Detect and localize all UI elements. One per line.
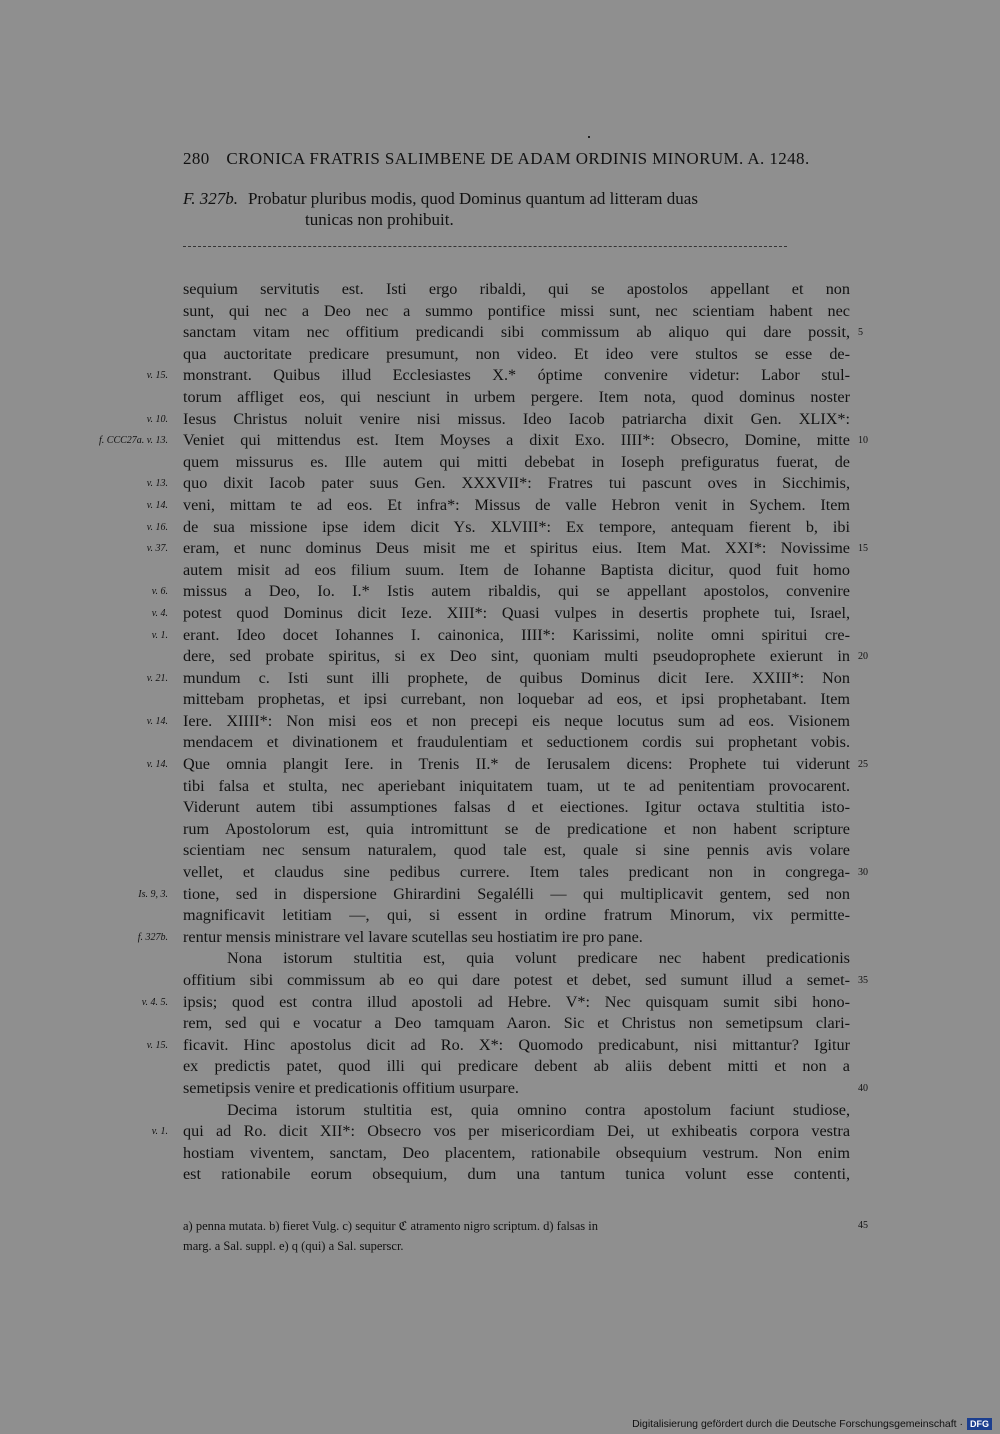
page-number: 280 bbox=[183, 149, 210, 168]
footnote-line-2: marg. a Sal. suppl. e) q (qui) a Sal. superscr. bbox=[183, 1239, 404, 1253]
text-line bbox=[183, 1164, 850, 1186]
credit-text: Digitalisierung gefördert durch die Deutsche Forschungsgemeinschaft · bbox=[632, 1418, 963, 1430]
line-text: dere, sed probate spiritus, si ex Deo sint, quoniam multi pseudoprophete exierunt in bbox=[183, 647, 850, 666]
text-line bbox=[183, 840, 850, 862]
line-text: Iesus Christus noluit venire nisi missus. Ideo Iacob patriarcha dixit Gen. XLIX*: bbox=[183, 409, 850, 428]
line-number: 10 bbox=[858, 435, 868, 447]
line-text: tibi falsa et stulta, nec aperiebant iniquitatem tuam, ut te ad penitentiam provocarent. bbox=[183, 776, 850, 795]
line-number: 35 bbox=[858, 975, 868, 986]
line-text: mundum c. Isti sunt illi prophete, de quibus Dominus dicit Iere. XXIII*: Non bbox=[183, 668, 850, 687]
text-line bbox=[183, 970, 868, 992]
text-line bbox=[146, 668, 850, 690]
line-number: 25 bbox=[858, 759, 868, 771]
line-text: qui ad Ro. dicit XII*: Obsecro vos per misericordiam Dei, ut exhibeatis corpora vestra bbox=[183, 1122, 850, 1141]
folio-reference: F. 327b. bbox=[183, 189, 238, 208]
line-text: tione, sed in dispersione Ghirardini Segalélli — qui multiplicavit gentem, sed non bbox=[183, 884, 850, 903]
margin-reference: v. 14. bbox=[146, 715, 168, 727]
margin-reference: v. 15. bbox=[146, 1039, 168, 1051]
text-line bbox=[183, 279, 850, 301]
margin-reference: v. 4. 5. bbox=[141, 996, 168, 1008]
margin-reference: v. 14. bbox=[146, 759, 168, 771]
line-text: sanctam vitam nec offitium predicandi sibi commissum ab aliquo qui dare possit, bbox=[183, 323, 850, 342]
line-text: Veniet qui mittendus est. Item Moyses a dixit Exo. IIII*: Obsecro, Domine, mitte bbox=[183, 431, 850, 450]
text-line bbox=[146, 473, 850, 495]
digitization-credit bbox=[632, 1418, 992, 1430]
text-line bbox=[99, 430, 868, 452]
text-line bbox=[183, 905, 850, 927]
text-line bbox=[146, 517, 850, 539]
line-text: quem missurus es. Ille autem qui mitti debebat in Ioseph prefiguratus fuerat, de bbox=[183, 452, 850, 471]
margin-reference: v. 37. bbox=[146, 543, 168, 555]
line-text: potest quod Dominus dicit Ieze. XIII*: Quasi vulpes in desertis prophete tui, Israel, bbox=[183, 603, 850, 622]
speck bbox=[588, 136, 590, 138]
line-text: rentur mensis ministrare vel lavare scutellas seu hostiatim ire pro pane. bbox=[183, 927, 643, 946]
page-header bbox=[183, 149, 810, 169]
text-line bbox=[183, 862, 868, 884]
line-text: sequium servitutis est. Isti ergo ribaldi, qui se apostolos appellant et non bbox=[183, 280, 850, 298]
text-line bbox=[183, 646, 868, 668]
text-line bbox=[183, 1056, 850, 1078]
line-text: autem misit ad eos filium suum. Item de Iohanne Baptista dicitur, quod fuit homo bbox=[183, 560, 850, 579]
margin-reference: v. 10. bbox=[146, 413, 168, 425]
text-line bbox=[137, 927, 850, 949]
margin-reference: f. 327b. bbox=[137, 931, 168, 943]
margin-reference: Is. 9, 3. bbox=[138, 888, 168, 900]
text-line bbox=[146, 365, 850, 387]
line-text: eram, et nunc dominus Deus misit me et spiritus eius. Item Mat. XXI*: Novissime bbox=[183, 539, 850, 558]
margin-reference: v. 13. bbox=[146, 478, 168, 490]
separator-rule bbox=[183, 246, 787, 247]
line-text: erant. Ideo docet Iohannes I. cainonica, IIII*: Karissimi, nolite omni spiritui cre- bbox=[183, 625, 850, 644]
margin-reference: v. 15. bbox=[146, 370, 168, 382]
line-text: est rationabile eorum obsequium, dum una tantum tunica volunt esse contenti, bbox=[183, 1165, 850, 1184]
line-text: veni, mittam te ad eos. Et infra*: Missus de valle Hebron venit in Sychem. Item bbox=[183, 495, 850, 514]
margin-reference: f. CCC27a. v. 13. bbox=[99, 435, 168, 447]
line-text: mendacem et divinationem et fraudulentiam et seductionem cordis sui prophetant vobis. bbox=[183, 733, 850, 752]
line-text: missus a Deo, Io. I.* Istis autem ribaldis, qui se appellant apostolos, convenire bbox=[183, 582, 850, 601]
caption-line-1: Probatur pluribus modis, quod Dominus quantum ad litteram duas bbox=[247, 189, 698, 208]
text-line bbox=[183, 732, 850, 754]
margin-reference: v. 1. bbox=[151, 1126, 168, 1138]
caption-line-2: tunicas non prohibuit. bbox=[305, 210, 454, 229]
line-text: monstrant. Quibus illud Ecclesiastes X.* óptime convenire videtur: Labor stul- bbox=[183, 366, 850, 385]
text-line bbox=[183, 1013, 850, 1035]
margin-reference: v. 21. bbox=[146, 672, 168, 684]
line-text: torum affliget eos, qui nesciunt in urbem pergere. Item nota, quod dominus noster bbox=[183, 387, 850, 406]
text-line bbox=[183, 1078, 868, 1100]
footnote-line-number: 45 bbox=[858, 1220, 868, 1231]
text-line bbox=[183, 322, 863, 344]
line-text: hostiam viventem, sanctam, Deo placentem, rationabile obsequium vestrum. Non enim bbox=[183, 1143, 850, 1162]
line-number: 20 bbox=[858, 651, 868, 663]
text-line bbox=[141, 992, 850, 1014]
running-title: CRONICA FRATRIS SALIMBENE DE ADAM ORDINIS MINORUM. A. 1248. bbox=[226, 149, 810, 168]
line-text: magnificavit letitiam —, qui, si essent in ordine fratrum Minorum, vix permitte- bbox=[183, 906, 850, 925]
text-line bbox=[151, 581, 850, 603]
line-text: rum Apostolorum est, quia intromittunt se de predicatione et non habent scripture bbox=[183, 819, 850, 838]
text-line bbox=[183, 1100, 850, 1122]
footnotes bbox=[183, 1216, 883, 1256]
text-line bbox=[146, 409, 850, 431]
line-text: ficavit. Hinc apostolus dicit ad Ro. X*: Quomodo predicabunt, nisi mittantur? Igitur bbox=[183, 1035, 850, 1054]
text-line bbox=[183, 948, 850, 970]
line-number: 15 bbox=[858, 543, 868, 555]
dfg-logo: DFG bbox=[967, 1418, 992, 1430]
line-number: 30 bbox=[858, 867, 868, 879]
text-line bbox=[183, 301, 850, 323]
text-line bbox=[183, 344, 850, 366]
footnote-line-1 bbox=[183, 1216, 883, 1236]
margin-reference: v. 1. bbox=[151, 629, 168, 641]
line-text: rem, sed qui e vocatur a Deo tamquam Aaron. Sic et Christus non semetipsum clari- bbox=[183, 1014, 850, 1033]
text-line bbox=[183, 1143, 850, 1165]
text-line bbox=[183, 452, 850, 474]
main-text bbox=[99, 279, 868, 1186]
line-text: sunt, qui nec a Deo nec a summo pontifice missi sunt, nec scientiam habent nec bbox=[183, 301, 850, 320]
line-text: Nona istorum stultitia est, quia volunt predicare nec habent predicationis bbox=[227, 949, 850, 968]
line-text: Viderunt autem tibi assumptiones falsas d et eiectiones. Igitur octava stultitia isto- bbox=[183, 798, 850, 817]
line-text: quo dixit Iacob pater suus Gen. XXXVII*: Fratres tui pascunt oves in Sicchimis, bbox=[183, 474, 850, 493]
text-line bbox=[138, 884, 850, 906]
line-text: ex predictis patet, quod illi qui predicare debent ab aliis debent mitti et non a bbox=[183, 1057, 850, 1076]
margin-reference: v. 14. bbox=[146, 499, 168, 511]
text-line bbox=[183, 689, 850, 711]
margin-reference: v. 4. bbox=[151, 607, 168, 619]
text-line bbox=[146, 538, 868, 560]
line-text: scientiam nec sensum naturalem, quod tale est, quale si sine pennis avis volare bbox=[183, 841, 850, 860]
text-line bbox=[183, 776, 850, 798]
text-line bbox=[151, 625, 850, 647]
margin-reference: v. 6. bbox=[151, 586, 168, 598]
text-line bbox=[146, 1035, 850, 1057]
text-line bbox=[183, 797, 850, 819]
line-text: vellet, et claudus sine pedibus currere. Item tales predicant non in congrega- bbox=[183, 863, 850, 882]
line-number: 40 bbox=[858, 1082, 868, 1094]
text-line bbox=[151, 1121, 850, 1143]
line-text: qua auctoritate predicare presumunt, non video. Et ideo vere stultos se esse de- bbox=[183, 344, 850, 363]
text-line bbox=[146, 711, 850, 733]
text-line bbox=[151, 603, 850, 625]
text-line bbox=[146, 495, 850, 517]
text-line bbox=[183, 819, 850, 841]
line-text: mittebam prophetas, et ipsi currebant, non loquebar ad eos, et ipsi prophetabant. Item bbox=[183, 690, 850, 709]
section-caption bbox=[183, 188, 853, 230]
line-text: Iere. XIIII*: Non misi eos et non precepi eis neque locutus sum ad eos. Visionem bbox=[183, 711, 850, 730]
line-text: Decima istorum stultitia est, quia omnino contra apostolum faciunt studiose, bbox=[227, 1100, 850, 1119]
footnote-text-1: a) penna mutata. b) fieret Vulg. c) sequitur ℭ atramento nigro scriptum. d) falsas in bbox=[183, 1219, 598, 1233]
text-line bbox=[146, 754, 868, 776]
line-text: de sua missione ipse idem dicit Ys. XLVIII*: Ex tempore, antequam fierent b, ibi bbox=[183, 517, 850, 536]
line-text: ipsis; quod est contra illud apostoli ad Hebre. V*: Nec quisquam sumit sibi hono- bbox=[183, 992, 850, 1011]
line-text: offitium sibi commissum ab eo qui dare potest et debet, sed sumunt illud a semet- bbox=[183, 971, 850, 989]
margin-reference: v. 16. bbox=[146, 521, 168, 533]
text-line bbox=[183, 560, 850, 582]
text-line bbox=[183, 387, 850, 409]
line-number: 5 bbox=[858, 327, 863, 339]
line-text: Que omnia plangit Iere. in Trenis II.* de Ierusalem dicens: Prophete tui viderunt bbox=[183, 755, 850, 774]
line-text: semetipsis venire et predicationis offitium usurpare. bbox=[183, 1078, 519, 1097]
